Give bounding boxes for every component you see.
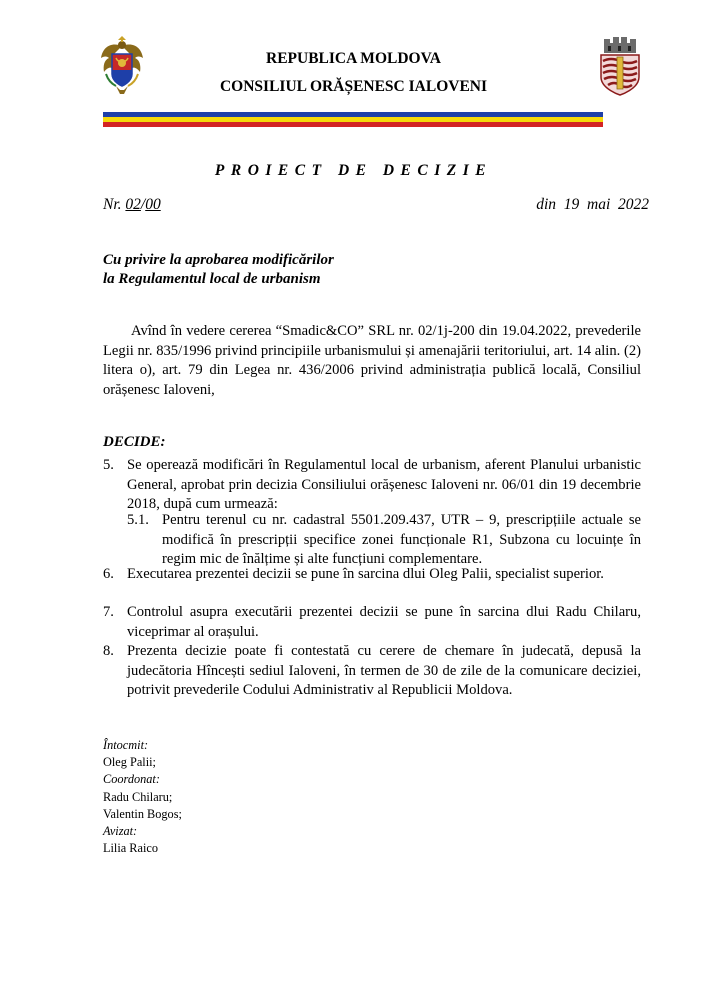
item-number: 5.1. [127,512,149,528]
item-number: 7. [103,604,114,620]
coordinated-name-2: Valentin Bogos; [103,806,182,821]
endorsed-label: Avizat: [103,824,138,839]
list-item: Se operează modificări în Regulamentul local de urbanism, aferent Planului urbanistic General, aprobat prin decizia Consiliului orășenesc Ialoveni nr. 06/01 din 19 decembrie 2018, după cum urmează: [127,457,641,512]
list-item: Pentru terenul cu nr. cadastral 5501.209.437, UTR – 9, prescripțiile actuale se modifică în prescripții specifice zonei funcționale R1, Subzona cu locuințe în regim mic de înălțime și alte funcțiuni complementare. [162,512,641,567]
ialoveni-coat-of-arms-icon [598,37,642,97]
decide-label: DECIDE: [103,434,166,450]
decision-date: din 19 mai 2022 [536,196,649,213]
item-number: 8. [103,643,114,659]
item-number: 6. [103,566,114,582]
endorsed-name: Lilia Raico [103,841,158,856]
header-country: REPUBLICA MOLDOVA [266,50,441,67]
tricolor-stripe-red [103,122,603,127]
subject-line-1: Cu privire la aprobarea modificărilor [103,252,334,268]
decision-subject [103,251,334,289]
list-item: Executarea prezentei decizii se pune în sarcina dlui Oleg Palii, specialist superior. [127,566,604,582]
number-value-a: 02 [125,196,141,213]
subject-line-2: la Regulamentul local de urbanism [103,271,321,287]
document-title: PROIECT DE DECIZIE [214,162,493,179]
coordinated-label: Coordonat: [103,772,160,787]
prepared-name: Oleg Palii; [103,755,156,770]
preamble-paragraph: Avînd în vedere cererea “Smadic&CO” SRL nr. 02/1j-200 din 19.04.2022, prevederile Legii nr. 835/1996 privind principiile urbanismului și amenajării teritoriului, art. 14 alin. (2) litera o), art. 79 din Legea nr. 436/2006 privind administrația publică locală, Consiliul orășenesc Ialoveni, [103,323,641,398]
moldova-coat-of-arms-icon [98,36,146,98]
header-council: CONSILIUL ORĂȘENESC IALOVENI [219,78,488,95]
number-separator: / [140,196,146,213]
item-number: 5. [103,457,114,473]
signature-block [103,737,182,857]
decision-number [103,196,161,214]
number-value-b: 00 [145,196,161,213]
number-label: Nr. [103,196,122,213]
coordinated-name-1: Radu Chilaru; [103,789,173,804]
list-item: Prezenta decizie poate fi contestată cu cerere de chemare în judecată, depusă la judecătoria Hîncești sediul Ialoveni, în termen de 30 de zile de la comunicare deciziei, potrivit prevederile Codului Administrativ al Republicii Moldova. [127,643,641,698]
prepared-label: Întocmit: [103,738,149,752]
list-item: Controlul asupra executării prezentei decizii se pune în sarcina dlui Radu Chilaru, viceprimar al orașului. [127,604,641,640]
